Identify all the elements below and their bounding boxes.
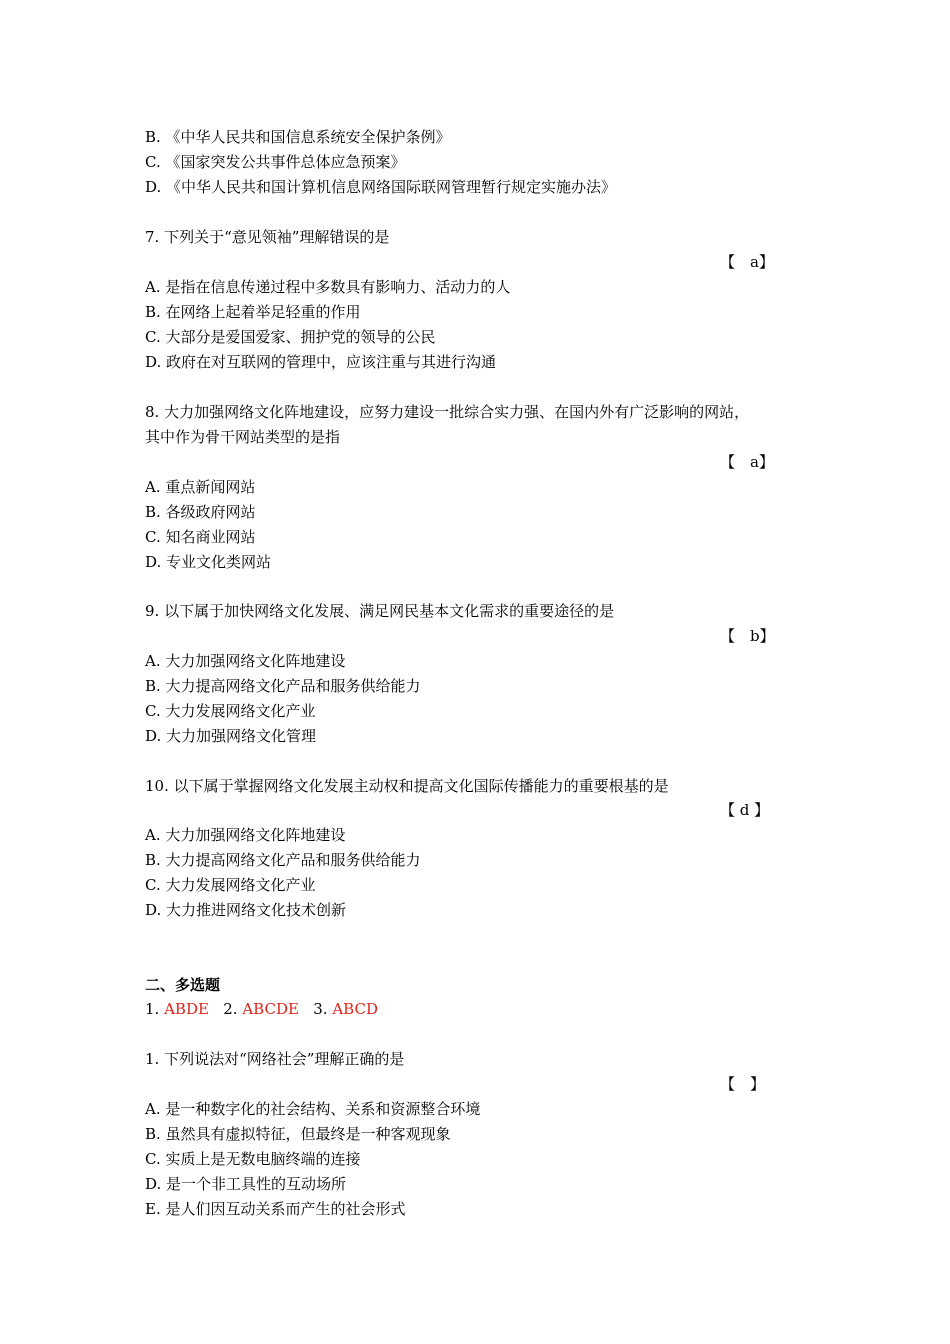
answer-key-val-1: ABDE	[164, 1000, 209, 1018]
q10-answer: 【 d 】	[720, 801, 770, 819]
q10-option-b: B. 大力提高网络文化产品和服务供给能力	[145, 851, 421, 869]
q8-option-c: C. 知名商业网站	[145, 528, 256, 546]
q10-stem: 10. 以下属于掌握网络文化发展主动权和提高文化国际传播能力的重要根基的是	[145, 777, 669, 795]
q7-option-a: A. 是指在信息传递过程中多数具有影响力、活动力的人	[145, 278, 511, 296]
q8-option-a: A. 重点新闻网站	[145, 478, 256, 496]
answer-key-val-2: ABCDE	[242, 1000, 299, 1018]
mq1-option-b: B. 虽然具有虚拟特征，但最终是一种客观现象	[145, 1125, 451, 1143]
q8-stem-line1: 8. 大力加强网络文化阵地建设，应努力建设一批综合实力强、在国内外有广泛影响的网站，	[145, 403, 750, 421]
mq1-stem: 1. 下列说法对“网络社会”理解正确的是	[145, 1050, 405, 1068]
q9-option-a: A. 大力加强网络文化阵地建设	[145, 652, 346, 670]
q9-answer: 【 b】	[720, 627, 775, 645]
answer-key-val-3: ABCD	[332, 1000, 378, 1018]
q10-option-a: A. 大力加强网络文化阵地建设	[145, 826, 346, 844]
answer-key-num-1: 1.	[145, 1000, 160, 1018]
q7-option-c: C. 大部分是爱国爱家、拥护党的领导的公民	[145, 328, 436, 346]
q6-option-b: B. 《中华人民共和国信息系统安全保护条例》	[145, 128, 451, 146]
q6-option-c: C. 《国家突发公共事件总体应急预案》	[145, 153, 406, 171]
q8-option-d: D. 专业文化类网站	[145, 553, 272, 571]
section-heading: 二、多选题	[145, 976, 221, 994]
q9-stem: 9. 以下属于加快网络文化发展、满足网民基本文化需求的重要途径的是	[145, 602, 615, 620]
answer-key-num-3: 3.	[313, 1000, 328, 1018]
mq1-option-a: A. 是一种数字化的社会结构、关系和资源整合环境	[145, 1100, 481, 1118]
q8-stem-line2: 其中作为骨干网站类型的是指	[145, 428, 341, 446]
answer-key-num-2: 2.	[223, 1000, 238, 1018]
q9-option-c: C. 大力发展网络文化产业	[145, 702, 316, 720]
q7-option-d: D. 政府在对互联网的管理中，应该注重与其进行沟通	[145, 353, 497, 371]
q10-option-c: C. 大力发展网络文化产业	[145, 876, 316, 894]
q7-answer: 【 a】	[720, 253, 774, 271]
q9-option-d: D. 大力加强网络文化管理	[145, 727, 317, 745]
q8-answer: 【 a】	[720, 453, 774, 471]
mq1-option-c: C. 实质上是无数电脑终端的连接	[145, 1150, 361, 1168]
q10-option-d: D. 大力推进网络文化技术创新	[145, 901, 347, 919]
q7-stem: 7. 下列关于“意见领袖”理解错误的是	[145, 228, 390, 246]
mq1-answer: 【 】	[720, 1075, 766, 1093]
q7-option-b: B. 在网络上起着举足轻重的作用	[145, 303, 361, 321]
answer-key-row	[145, 999, 378, 1019]
q6-option-d: D. 《中华人民共和国计算机信息网络国际联网管理暂行规定实施办法》	[145, 178, 617, 196]
mq1-option-e: E. 是人们因互动关系而产生的社会形式	[145, 1200, 406, 1218]
q8-option-b: B. 各级政府网站	[145, 503, 256, 521]
mq1-option-d: D. 是一个非工具性的互动场所	[145, 1175, 347, 1193]
q9-option-b: B. 大力提高网络文化产品和服务供给能力	[145, 677, 421, 695]
